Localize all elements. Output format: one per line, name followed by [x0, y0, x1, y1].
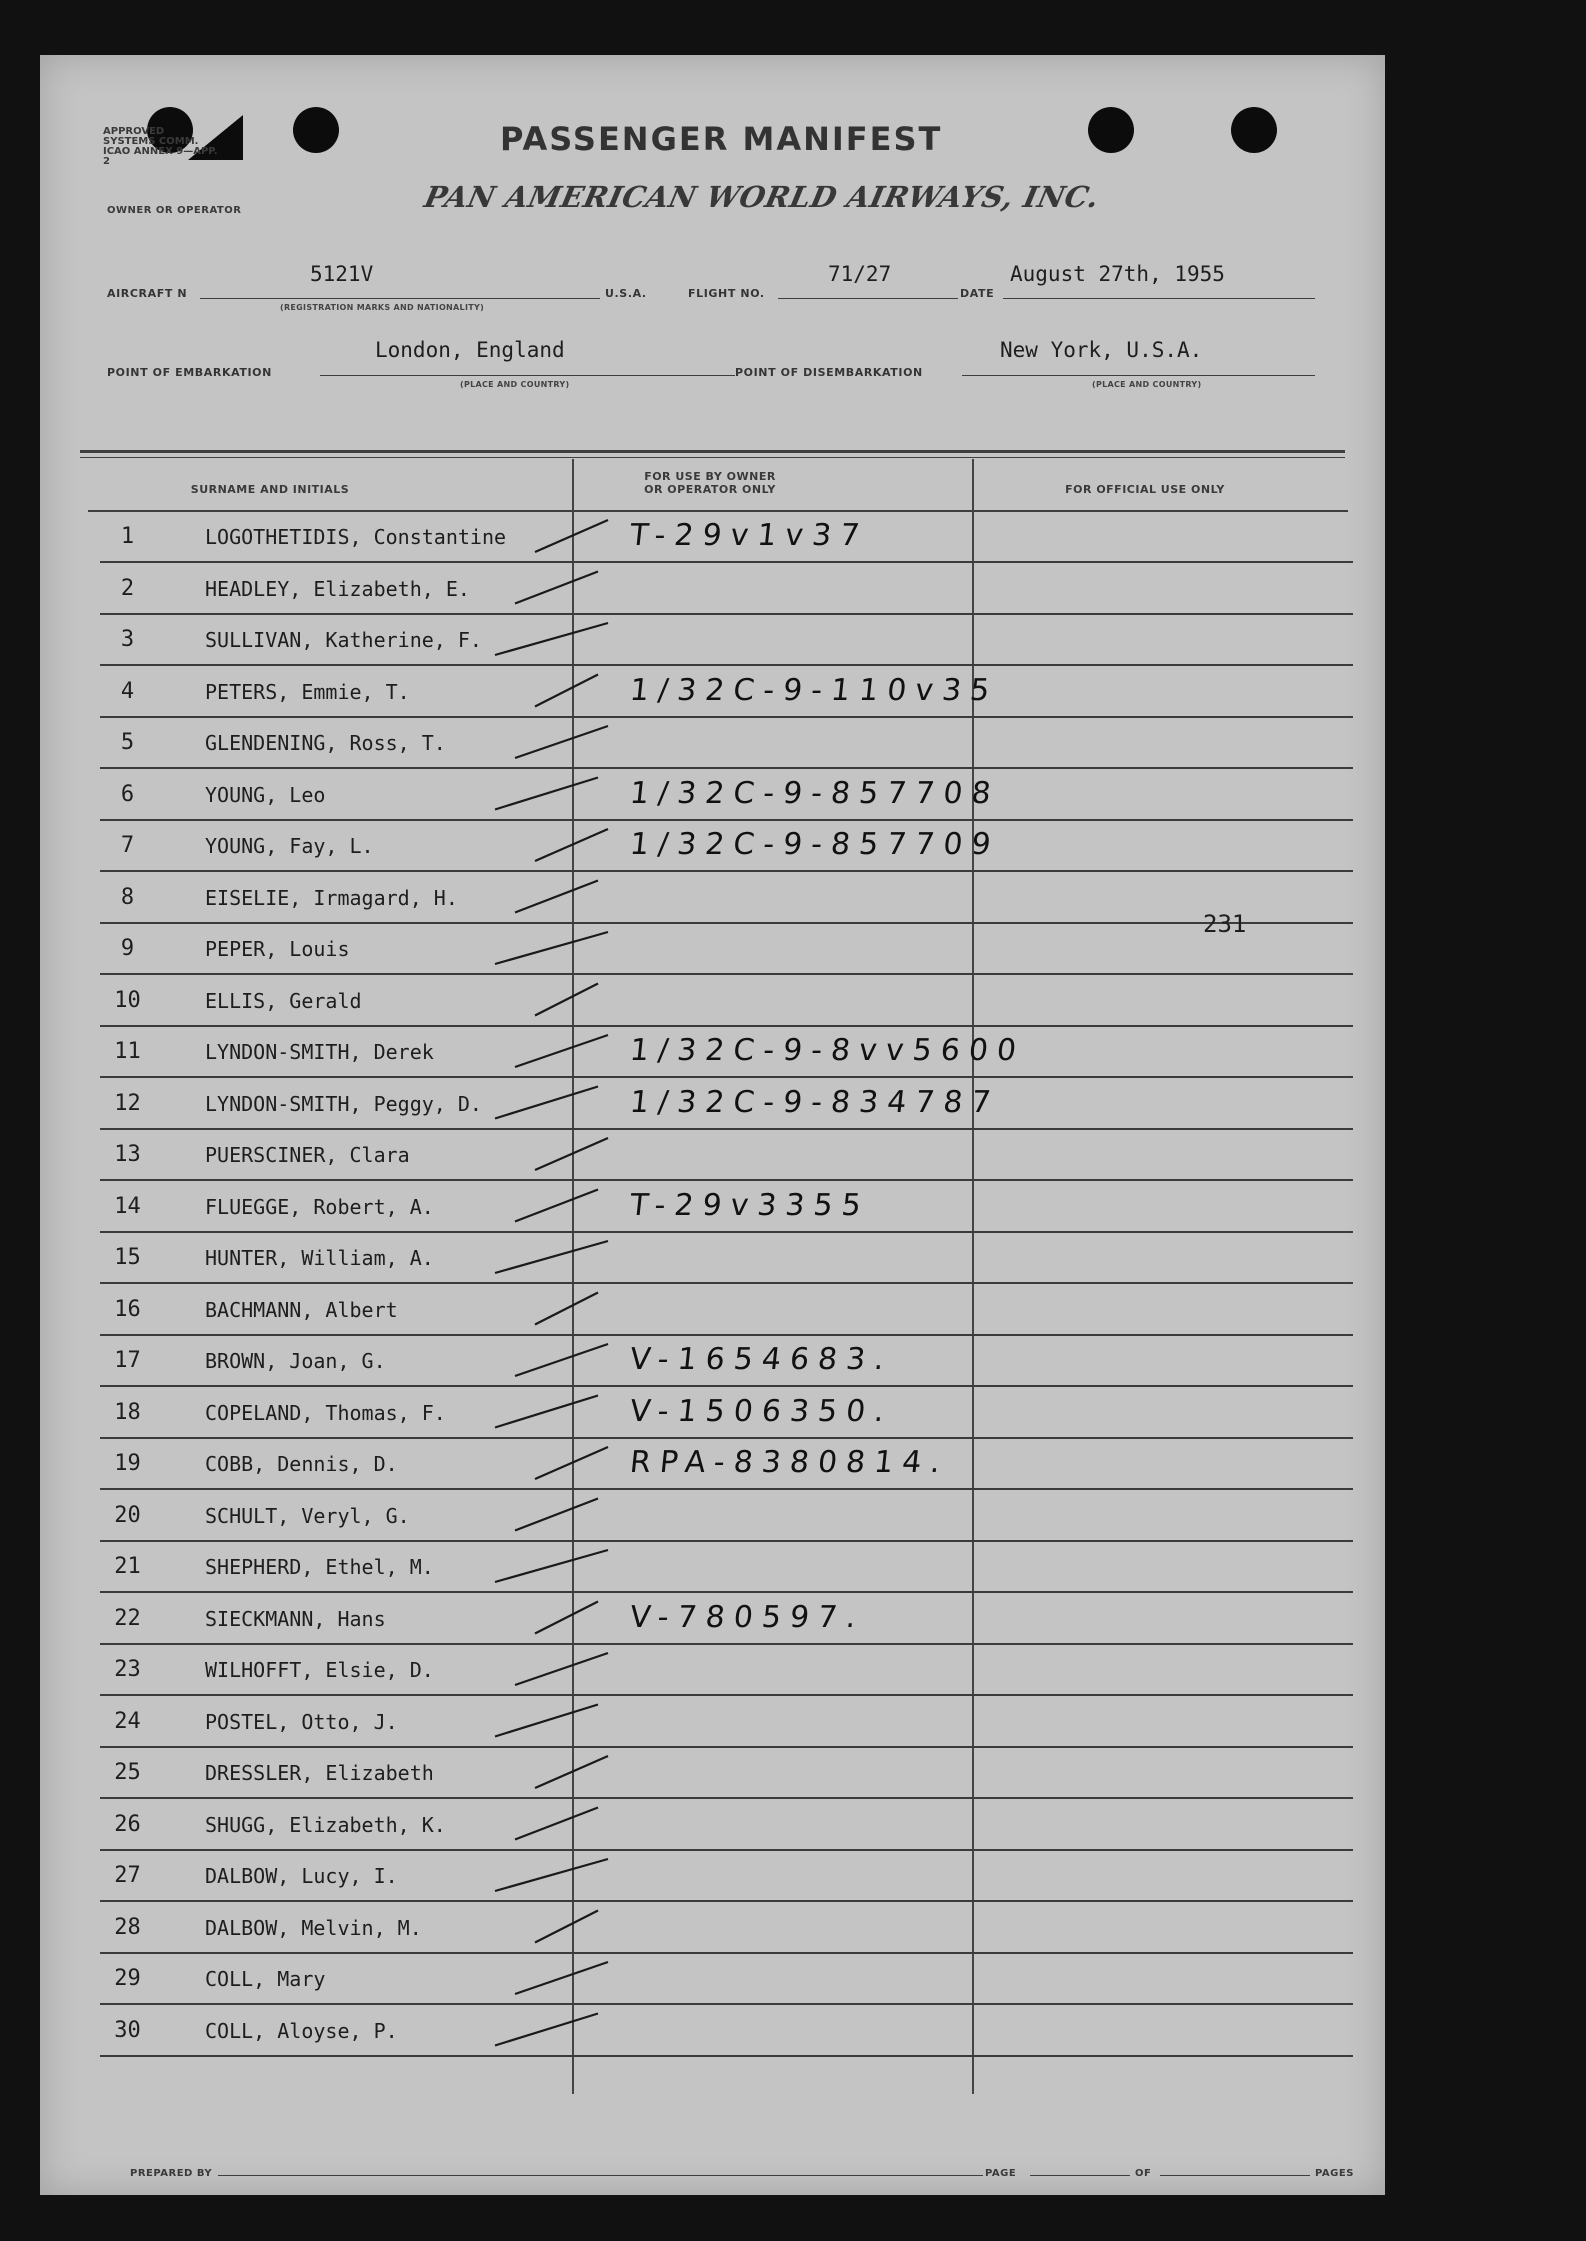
rule [320, 375, 735, 376]
passenger-name: SULLIVAN, Katherine, F. [205, 628, 482, 652]
column-header-owner [605, 470, 815, 496]
passenger-number: 14 [114, 1193, 141, 1219]
column-header-surname: SURNAME AND INITIALS [190, 483, 350, 496]
table-row [40, 1954, 1345, 2005]
prepared-by-label: PREPARED BY [130, 2168, 213, 2179]
passenger-number: 9 [120, 936, 135, 961]
table-top-rule [80, 450, 1345, 453]
approval-line: ICAO ANNEX 9—APP. 2 [103, 146, 218, 167]
usa-label: U.S.A. [605, 287, 647, 300]
passenger-number: 2 [120, 575, 135, 601]
passenger-number: 4 [120, 678, 135, 704]
passport-note: T-29v3355 [628, 1187, 872, 1223]
passenger-name: POSTEL, Otto, J. [205, 1709, 398, 1734]
table-row [40, 1697, 1345, 1748]
pages-label: PAGES [1315, 2168, 1354, 2179]
flight-value: 71/27 [828, 262, 892, 286]
embark-value: London, England [375, 338, 565, 362]
table-row [40, 924, 1345, 975]
table-row [40, 1336, 1345, 1387]
aircraft-label: AIRCRAFT N [107, 287, 188, 300]
table-row [40, 1594, 1345, 1645]
passenger-name: COPELAND, Thomas, F. [205, 1400, 446, 1425]
rule [200, 298, 600, 299]
passport-note: RPA-8380814. [628, 1445, 951, 1480]
rule [1160, 2175, 1310, 2176]
passenger-number: 13 [114, 1142, 141, 1167]
date-value: August 27th, 1955 [1010, 262, 1225, 286]
table-row [40, 1645, 1345, 1696]
table-row [40, 1851, 1345, 1902]
passenger-name: ELLIS, Gerald [205, 988, 362, 1013]
embark-label: POINT OF EMBARKATION [107, 366, 272, 379]
passenger-number: 23 [114, 1657, 141, 1682]
punch-hole [1088, 107, 1134, 153]
passenger-name: SHUGG, Elizabeth, K. [205, 1812, 446, 1837]
table-row [40, 1079, 1345, 1130]
table-row [40, 1233, 1345, 1284]
rule [778, 298, 958, 299]
passenger-name: DALBOW, Lucy, I. [205, 1864, 398, 1888]
passenger-name: HEADLEY, Elizabeth, E. [205, 576, 470, 601]
place-sub: (PLACE AND COUNTRY) [460, 380, 570, 389]
table-row [40, 1182, 1345, 1233]
passenger-name: FLUEGGE, Robert, A. [205, 1194, 434, 1219]
passenger-name: HUNTER, William, A. [205, 1246, 434, 1270]
table-row [40, 2006, 1345, 2057]
table-row [40, 667, 1345, 718]
passenger-number: 24 [114, 1708, 141, 1734]
passenger-name: GLENDENING, Ross, T. [205, 731, 446, 755]
passenger-number: 10 [114, 987, 141, 1013]
passenger-number: 22 [114, 1605, 141, 1631]
aircraft-value: 5121V [310, 262, 374, 286]
passenger-name: PETERS, Emmie, T. [205, 679, 410, 704]
passport-note: 1/32C-9-834787 [628, 1084, 1002, 1120]
passenger-number: 20 [114, 1502, 141, 1528]
table-row [40, 1388, 1345, 1439]
table-row [40, 873, 1345, 924]
passenger-name: LOGOTHETIDIS, Constantine [205, 525, 507, 549]
passenger-name: DALBOW, Melvin, M. [205, 1915, 422, 1940]
passport-note: V-1506350. [628, 1393, 895, 1429]
column-header-official: FOR OFFICIAL USE ONLY [1065, 483, 1225, 496]
approval-line: SYSTEMS COMM. [103, 136, 199, 147]
passenger-name: WILHOFFT, Elsie, D. [205, 1658, 434, 1682]
approval-stamp [103, 127, 223, 167]
owner-label: OWNER OR OPERATOR [107, 205, 242, 216]
table-row [40, 1542, 1345, 1593]
disembark-label: POINT OF DISEMBARKATION [735, 366, 923, 379]
passenger-number: 6 [120, 781, 135, 807]
passenger-name: SIECKMANN, Hans [205, 1606, 386, 1631]
passenger-number: 19 [114, 1451, 141, 1476]
table-row [40, 1903, 1345, 1954]
passport-note: 1/32C-9-110v35 [628, 672, 1001, 708]
passport-note: 1/32C-9-857709 [628, 827, 1002, 862]
table-row [40, 1439, 1345, 1490]
rule [962, 375, 1315, 376]
of-label: OF [1135, 2168, 1152, 2179]
passport-note: T-29v1v37 [628, 518, 871, 553]
passenger-name: YOUNG, Fay, L. [205, 834, 374, 858]
passenger-number: 3 [120, 627, 135, 652]
owner-header-line: FOR USE BY OWNER [644, 470, 776, 483]
owner-header-line: OR OPERATOR ONLY [644, 483, 776, 496]
passenger-number: 17 [114, 1348, 141, 1373]
passenger-number: 12 [114, 1090, 141, 1116]
passenger-name: BROWN, Joan, G. [205, 1349, 386, 1373]
passport-note: 1/32C-9-857708 [628, 775, 1002, 811]
table-row [40, 1285, 1345, 1336]
passenger-number: 21 [114, 1554, 141, 1579]
table-row [40, 512, 1345, 563]
table-row [40, 564, 1345, 615]
passport-note: V-1654683. [628, 1342, 895, 1377]
page-title: PASSENGER MANIFEST [500, 120, 943, 158]
punch-hole [1231, 107, 1277, 153]
table-row [40, 615, 1345, 666]
passenger-name: COLL, Mary [205, 1967, 326, 1991]
passenger-name: BACHMANN, Albert [205, 1297, 398, 1322]
table-row [40, 718, 1345, 769]
passenger-name: SCHULT, Veryl, G. [205, 1503, 410, 1528]
disembark-value: New York, U.S.A. [1000, 338, 1203, 362]
table-row [40, 1130, 1345, 1181]
table-row [40, 770, 1345, 821]
passenger-name: PEPER, Louis [205, 937, 350, 961]
passenger-name: EISELIE, Irmagard, H. [205, 885, 458, 910]
company-name: PAN AMERICAN WORLD AIRWAYS, INC. [421, 180, 1103, 214]
table-row [40, 1800, 1345, 1851]
table-row [40, 1027, 1345, 1078]
date-label: DATE [960, 287, 995, 300]
place-sub: (PLACE AND COUNTRY) [1092, 380, 1202, 389]
passenger-name: LYNDON-SMITH, Derek [205, 1040, 434, 1064]
passport-note: 1/32C-9-8vv5600 [628, 1033, 1027, 1068]
passenger-number: 11 [114, 1039, 141, 1064]
rule [1003, 298, 1315, 299]
approval-line: APPROVED [103, 126, 165, 137]
row-rule [100, 2055, 1353, 2057]
passenger-number: 29 [114, 1966, 141, 1991]
page-label: PAGE [985, 2168, 1017, 2179]
passenger-number: 8 [120, 884, 135, 910]
passenger-number: 28 [114, 1914, 141, 1940]
official-note: 231 [1203, 910, 1247, 938]
rule [1030, 2175, 1130, 2176]
passenger-number: 7 [120, 833, 135, 858]
passenger-number: 18 [114, 1399, 141, 1425]
table-row [40, 821, 1345, 872]
table-row [40, 1748, 1345, 1799]
manifest-sheet [40, 55, 1385, 2195]
passenger-number: 27 [114, 1863, 141, 1888]
flight-label: FLIGHT NO. [688, 287, 765, 300]
passenger-name: COLL, Aloyse, P. [205, 2018, 398, 2043]
passenger-name: PUERSCINER, Clara [205, 1143, 410, 1167]
registration-sub: (REGISTRATION MARKS AND NATIONALITY) [280, 303, 485, 312]
passenger-number: 15 [114, 1245, 141, 1270]
passenger-name: YOUNG, Leo [205, 782, 326, 807]
passport-note: V-780597. [628, 1599, 867, 1635]
passenger-name: SHEPHERD, Ethel, M. [205, 1555, 434, 1579]
passenger-name: LYNDON-SMITH, Peggy, D. [205, 1091, 482, 1116]
passenger-number: 1 [120, 524, 135, 549]
passenger-number: 5 [120, 730, 135, 755]
passenger-number: 16 [114, 1296, 141, 1322]
punch-hole [293, 107, 339, 153]
passenger-number: 26 [114, 1811, 141, 1837]
table-row [40, 1491, 1345, 1542]
passenger-name: DRESSLER, Elizabeth [205, 1761, 434, 1785]
passenger-list [40, 512, 1345, 2072]
table-top-rule [80, 457, 1345, 458]
rule [218, 2175, 983, 2176]
passenger-name: COBB, Dennis, D. [205, 1452, 398, 1476]
table-row [40, 976, 1345, 1027]
passenger-number: 30 [114, 2017, 141, 2043]
passenger-number: 25 [114, 1760, 141, 1785]
